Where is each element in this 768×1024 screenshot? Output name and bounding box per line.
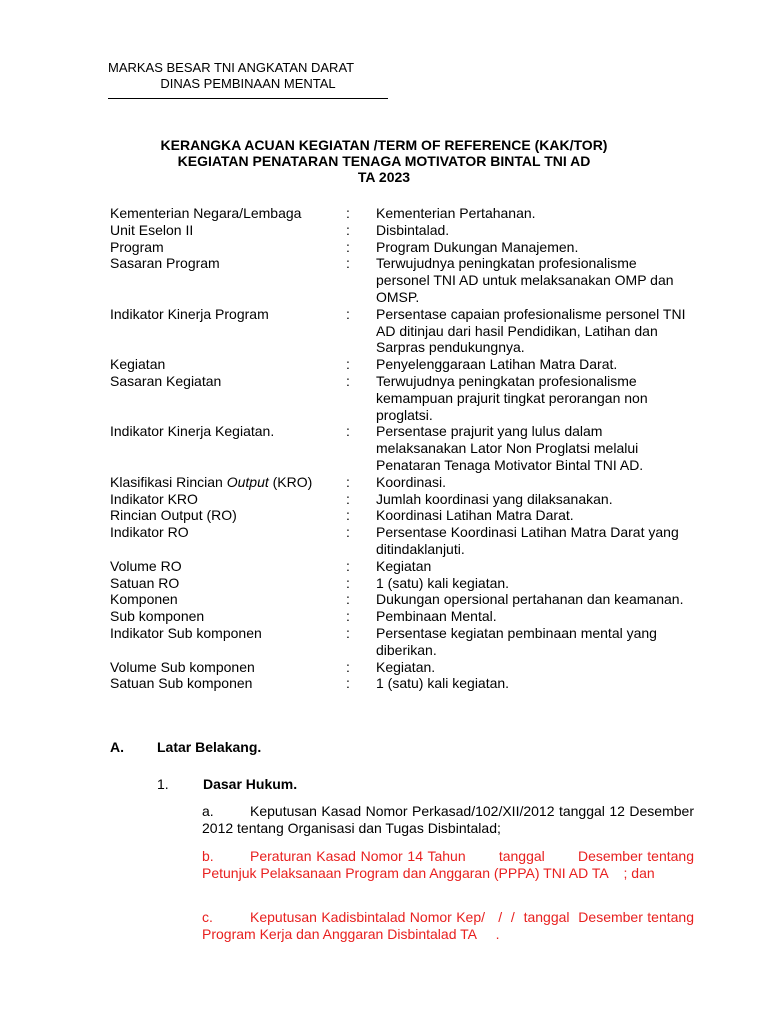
- info-label: Volume RO: [110, 557, 182, 574]
- info-row: [110, 507, 710, 524]
- info-row: [110, 625, 710, 659]
- info-row: [110, 205, 710, 222]
- section-1-heading: [157, 776, 297, 793]
- info-label: Rincian Output (RO): [110, 507, 237, 524]
- info-label: Satuan RO: [110, 574, 180, 591]
- info-value: Persentase kegiatan pembinaan mental yang diberikan.: [376, 624, 657, 658]
- info-value: Kegiatan.: [376, 658, 436, 675]
- title-line-2: KEGIATAN PENATARAN TENAGA MOTIVATOR BINTAL TNI AD: [177, 153, 591, 169]
- info-label: Kementerian Negara/Lembaga: [110, 205, 302, 221]
- info-row: [110, 222, 710, 239]
- info-row: [110, 608, 710, 625]
- info-label: Sub komponen: [110, 608, 205, 625]
- info-colon: :: [346, 557, 350, 574]
- info-colon: :: [346, 423, 350, 440]
- title-line-1: KERANGKA ACUAN KEGIATAN /TERM OF REFERENCE (KAK/TOR): [160, 137, 608, 153]
- info-label: Volume Sub komponen: [110, 658, 255, 675]
- info-label: Unit Eselon II: [110, 221, 194, 238]
- info-label: Indikator Kinerja Program: [110, 305, 269, 322]
- info-label: Indikator Sub komponen: [110, 624, 262, 641]
- info-label: Satuan Sub komponen: [110, 675, 253, 692]
- letterhead: [108, 60, 388, 99]
- info-colon: :: [346, 473, 350, 490]
- info-label: Indikator KRO: [110, 490, 198, 507]
- info-colon: :: [346, 591, 350, 608]
- info-colon: :: [346, 238, 350, 255]
- info-value: Terwujudnya peningkatan profesionalisme personel TNI AD untuk melaksanakan OMP dan OMSP.: [376, 255, 674, 305]
- info-value: Jumlah koordinasi yang dilaksanakan.: [376, 490, 613, 507]
- letterhead-org: MARKAS BESAR TNI ANGKATAN DARAT: [108, 60, 355, 75]
- section-a-number: A.: [110, 739, 124, 755]
- info-label-post: (KRO): [268, 473, 313, 490]
- letterhead-rule: [108, 98, 388, 99]
- info-row: [110, 474, 710, 491]
- info-row: [110, 491, 710, 508]
- info-row: [110, 524, 710, 558]
- info-value: Pembinaan Mental.: [376, 608, 497, 625]
- paragraph-c: [202, 909, 698, 943]
- info-label: Komponen: [110, 591, 178, 608]
- info-label: Program: [110, 238, 164, 255]
- info-colon: :: [346, 624, 350, 641]
- info-row: [110, 423, 710, 473]
- info-row: [110, 306, 710, 356]
- info-table: [110, 205, 710, 692]
- info-value: 1 (satu) kali kegiatan.: [376, 574, 510, 591]
- info-colon: :: [346, 205, 350, 221]
- info-value: Penyelenggaraan Latihan Matra Darat.: [376, 356, 618, 373]
- info-label-pre: Klasifikasi Rincian: [110, 473, 227, 490]
- document-title: [80, 137, 688, 185]
- title-line-3: TA 2023: [357, 169, 411, 185]
- info-row: [110, 356, 710, 373]
- info-colon: :: [346, 372, 350, 389]
- info-label: Indikator Kinerja Kegiatan.: [110, 423, 275, 440]
- info-colon: :: [346, 658, 350, 675]
- section-1-title: Dasar Hukum.: [203, 776, 298, 792]
- info-value: Kementerian Pertahanan.: [376, 205, 536, 221]
- paragraph-b: [202, 848, 698, 882]
- info-row: [110, 675, 710, 692]
- info-row: [110, 558, 710, 575]
- paragraph-letter: a.: [202, 803, 214, 819]
- info-row: [110, 575, 710, 592]
- info-label: Sasaran Kegiatan: [110, 372, 222, 389]
- info-colon: :: [346, 221, 350, 238]
- info-label: Indikator RO: [110, 524, 189, 541]
- info-colon: :: [346, 524, 350, 541]
- info-row: [110, 659, 710, 676]
- info-colon: :: [346, 490, 350, 507]
- info-value: Terwujudnya peningkatan profesionalisme kemampuan prajurit tingkat perorangan non proglatsi.: [376, 372, 648, 423]
- info-value: Kegiatan: [376, 557, 432, 574]
- info-row: [110, 373, 710, 423]
- info-row: [110, 239, 710, 256]
- paragraph-text: Peraturan Kasad Nomor 14 Tahun tanggal Desember tentang Petunjuk Pelaksanaan Program dan Anggaran (PPPA) TNI AD TA ; dan: [202, 848, 698, 881]
- section-1-number: 1.: [157, 776, 169, 792]
- info-colon: :: [346, 255, 350, 272]
- info-colon: :: [346, 675, 350, 692]
- info-value: Program Dukungan Manajemen.: [376, 238, 579, 255]
- info-row: [110, 591, 710, 608]
- info-value: Persentase Koordinasi Latihan Matra Darat yang ditindaklanjuti.: [376, 524, 679, 557]
- paragraph-letter: b.: [202, 848, 214, 864]
- letterhead-unit: DINAS PEMBINAAN MENTAL: [160, 76, 336, 91]
- info-value: Persentase prajurit yang lulus dalam melaksanakan Lator Non Proglatsi melalui Penataran Tenaga Motivator Bintal TNI AD.: [376, 423, 644, 473]
- info-label-italic: Output: [226, 473, 269, 490]
- info-colon: :: [346, 305, 350, 322]
- info-label: [110, 474, 346, 491]
- info-colon: :: [346, 608, 350, 625]
- info-value: 1 (satu) kali kegiatan.: [376, 675, 510, 692]
- info-colon: :: [346, 356, 350, 373]
- paragraph-text: Keputusan Kadisbintalad Nomor Kep/ / / tanggal Desember tentang Program Kerja dan Anggaran Disbintalad TA .: [202, 909, 698, 942]
- info-row: [110, 255, 710, 305]
- section-a-heading: [110, 739, 261, 756]
- info-colon: :: [346, 574, 350, 591]
- info-value: Dukungan opersional pertahanan dan keamanan.: [376, 591, 684, 608]
- paragraph-text: Keputusan Kasad Nomor Perkasad/102/XII/2012 tanggal 12 Desember 2012 tentang Organisasi dan Tugas Disbintalad;: [202, 803, 694, 836]
- paragraph-letter: c.: [202, 909, 213, 925]
- info-value: Persentase capaian profesionalisme personel TNI AD ditinjau dari hasil Pendidikan, Latihan dan Sarpras pendukungnya.: [376, 305, 686, 356]
- info-value: Disbintalad.: [376, 221, 450, 238]
- info-colon: :: [346, 507, 350, 524]
- info-value: Koordinasi Latihan Matra Darat.: [376, 507, 574, 524]
- info-value: Koordinasi.: [376, 473, 447, 490]
- info-label: Kegiatan: [110, 356, 166, 373]
- section-a-title: Latar Belakang.: [157, 739, 262, 755]
- info-label: Sasaran Program: [110, 255, 220, 272]
- paragraph-a: [202, 803, 694, 837]
